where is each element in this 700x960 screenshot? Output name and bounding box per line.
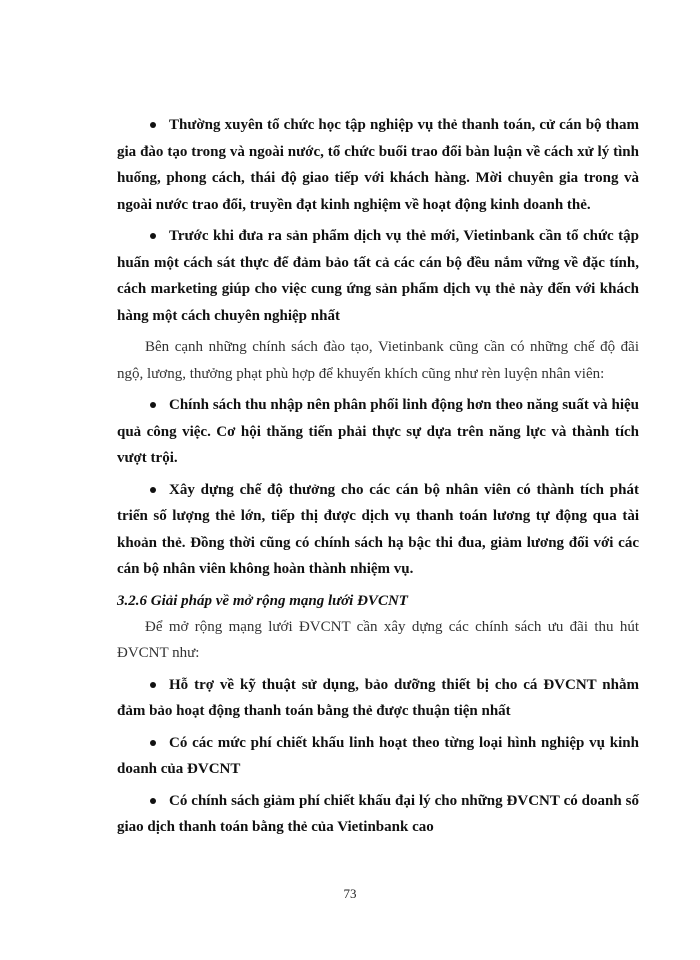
bullet-paragraph <box>117 392 639 472</box>
bullet-icon <box>150 402 156 408</box>
bullet-paragraph <box>117 477 639 583</box>
bullet-paragraph <box>117 672 639 725</box>
paragraph-text: Có chính sách giảm phí chiết khấu đại lý cho những ĐVCNT có doanh số giao dịch thanh toán bằng thẻ của Vietinbank cao <box>117 792 639 835</box>
bullet-icon <box>150 122 156 128</box>
bullet-icon <box>150 798 156 804</box>
bullet-icon <box>150 233 156 239</box>
paragraph-text: Có các mức phí chiết khấu linh hoạt theo từng loại hình nghiệp vụ kinh doanh của ĐVCNT <box>117 734 639 777</box>
paragraph-text: Để mở rộng mạng lưới ĐVCNT cần xây dựng các chính sách ưu đãi thu hút ĐVCNT như: <box>117 618 639 661</box>
bullet-icon <box>150 740 156 746</box>
bullet-icon <box>150 487 156 493</box>
bullet-icon <box>150 682 156 688</box>
bullet-paragraph <box>117 730 639 783</box>
paragraph-text: Thường xuyên tổ chức học tập nghiệp vụ thẻ thanh toán, cử cán bộ tham gia đào tạo trong và ngoài nước, tổ chức buổi trao đổi bàn luận về cách xử lý tình huống, phong cách, thái độ giao tiếp với khách hàng. Mời chuyên gia trong và ngoài nước trao đổi, truyền đạt kinh nghiệm về hoạt động kinh doanh thẻ. <box>117 117 639 213</box>
paragraph-text: Hỗ trợ về kỹ thuật sử dụng, bảo dưỡng thiết bị cho cá ĐVCNT nhằm đảm bảo hoạt động thanh toán bằng thẻ được thuận tiện nhất <box>117 676 639 719</box>
body-paragraph <box>117 334 639 387</box>
bullet-paragraph <box>117 788 639 841</box>
section-heading <box>117 588 639 614</box>
paragraph-text: Chính sách thu nhập nên phân phối linh động hơn theo năng suất và hiệu quả công việc. Cơ hội thăng tiến phải thực sự dựa trên năng lực và thành tích vượt trội. <box>117 397 639 466</box>
paragraph-text: Trước khi đưa ra sản phẩm dịch vụ thẻ mới, Vietinbank cần tổ chức tập huấn một cách sát thực để đảm bảo tất cả các cán bộ đều nắm vững về đặc tính, cách marketing giúp cho việc cung ứng sản phẩm dịch vụ thẻ này đến với khách hàng một cách chuyên nghiệp nhất <box>117 228 639 324</box>
page-body <box>117 112 639 846</box>
paragraph-text: Bên cạnh những chính sách đào tạo, Vietinbank cũng cần có những chế độ đãi ngộ, lương, thưởng phạt phù hợp để khuyến khích cũng như rèn luyện nhân viên: <box>117 339 639 382</box>
heading-text: 3.2.6 Giải pháp về mở rộng mạng lưới ĐVCNT <box>117 592 408 609</box>
paragraph-text: Xây dựng chế độ thưởng cho các cán bộ nhân viên có thành tích phát triển số lượng thẻ lớn, tiếp thị được dịch vụ thanh toán lương tự động qua tài khoản thẻ. Đồng thời cũng có chính sách hạ bậc thi đua, giảm lương đối với các cán bộ nhân viên không hoàn thành nhiệm vụ. <box>117 481 639 577</box>
bullet-paragraph <box>117 112 639 218</box>
body-paragraph <box>117 614 639 667</box>
page-number: 73 <box>343 886 357 901</box>
bullet-paragraph <box>117 223 639 329</box>
